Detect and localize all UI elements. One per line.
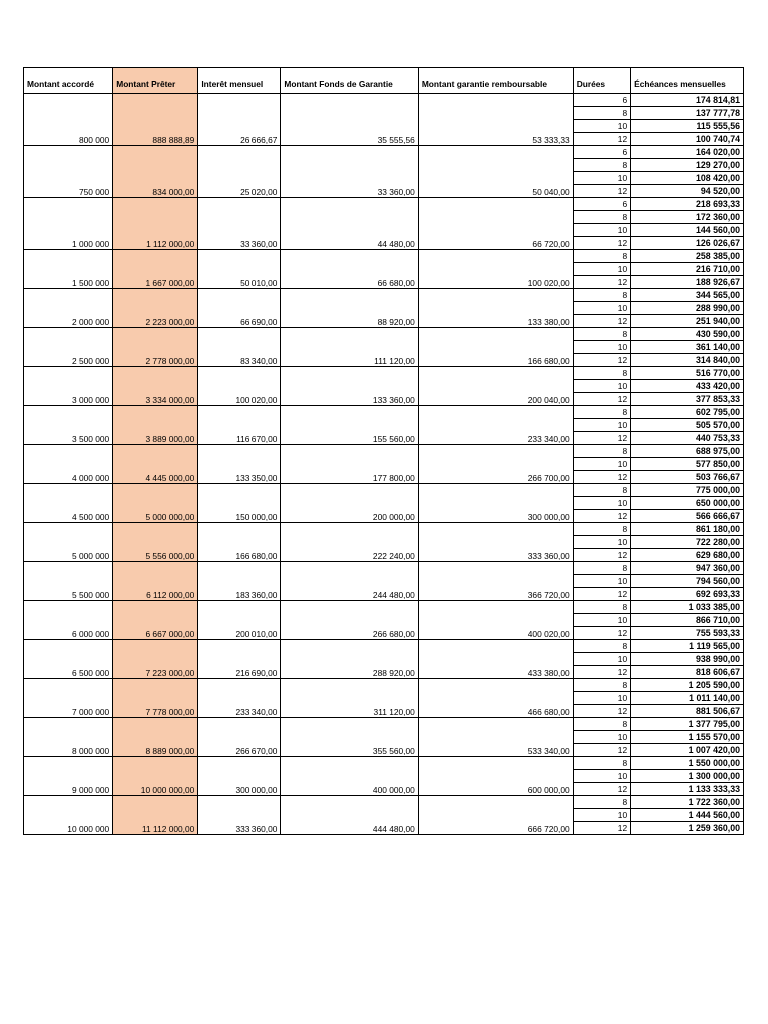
cell-fonds-garantie[interactable]: 66 680,00 [281, 250, 418, 289]
cell-garantie-remboursable[interactable]: 533 340,00 [418, 718, 573, 757]
cell-echeance[interactable]: 1 119 565,00 [631, 640, 744, 653]
cell-interet-mensuel[interactable]: 25 020,00 [198, 146, 281, 198]
table-row [24, 796, 744, 809]
cell-duree[interactable]: 10 [573, 224, 630, 237]
cell-montant-preter[interactable]: 11 112 000,00 [113, 796, 198, 835]
table-row [24, 679, 744, 692]
cell-echeance[interactable]: 1 133 333,33 [631, 783, 744, 796]
cell-montant-preter[interactable]: 888 888,89 [113, 94, 198, 146]
table-row [24, 601, 744, 614]
cell-garantie-remboursable[interactable]: 600 000,00 [418, 757, 573, 796]
cell-echeance[interactable]: 137 777,78 [631, 107, 744, 120]
cell-montant-preter[interactable]: 2 223 000,00 [113, 289, 198, 328]
cell-echeance[interactable]: 314 840,00 [631, 354, 744, 367]
cell-echeance[interactable]: 1 205 590,00 [631, 679, 744, 692]
cell-echeance[interactable]: 1 033 385,00 [631, 601, 744, 614]
table-row [24, 250, 744, 263]
cell-echeance[interactable]: 947 360,00 [631, 562, 744, 575]
cell-echeance[interactable]: 881 506,67 [631, 705, 744, 718]
header-montant-preter[interactable]: Montant Prêter [113, 68, 198, 94]
cell-duree[interactable]: 10 [573, 172, 630, 185]
cell-montant-preter[interactable]: 4 445 000,00 [113, 445, 198, 484]
header-echeances[interactable]: Échéances mensuelles [631, 68, 744, 94]
cell-echeance[interactable]: 688 975,00 [631, 445, 744, 458]
cell-duree[interactable]: 10 [573, 302, 630, 315]
cell-duree[interactable]: 10 [573, 770, 630, 783]
cell-duree[interactable]: 8 [573, 523, 630, 536]
cell-duree[interactable]: 12 [573, 549, 630, 562]
cell-fonds-garantie[interactable]: 200 000,00 [281, 484, 418, 523]
cell-fonds-garantie[interactable]: 355 560,00 [281, 718, 418, 757]
cell-duree[interactable]: 8 [573, 211, 630, 224]
cell-interet-mensuel[interactable]: 333 360,00 [198, 796, 281, 835]
cell-duree[interactable]: 8 [573, 406, 630, 419]
cell-echeance[interactable]: 430 590,00 [631, 328, 744, 341]
cell-echeance[interactable]: 650 000,00 [631, 497, 744, 510]
header-fonds-garantie[interactable]: Montant Fonds de Garantie [281, 68, 418, 94]
cell-montant-accorde[interactable]: 2 500 000 [24, 328, 113, 367]
cell-garantie-remboursable[interactable]: 66 720,00 [418, 198, 573, 250]
cell-montant-preter[interactable]: 7 778 000,00 [113, 679, 198, 718]
cell-echeance[interactable]: 566 666,67 [631, 510, 744, 523]
cell-interet-mensuel[interactable]: 116 670,00 [198, 406, 281, 445]
cell-interet-mensuel[interactable]: 300 000,00 [198, 757, 281, 796]
cell-garantie-remboursable[interactable]: 466 680,00 [418, 679, 573, 718]
cell-montant-accorde[interactable]: 3 500 000 [24, 406, 113, 445]
cell-duree[interactable]: 8 [573, 796, 630, 809]
cell-echeance[interactable]: 216 710,00 [631, 263, 744, 276]
cell-interet-mensuel[interactable]: 26 666,67 [198, 94, 281, 146]
cell-montant-accorde[interactable]: 1 000 000 [24, 198, 113, 250]
cell-duree[interactable]: 6 [573, 198, 630, 211]
cell-garantie-remboursable[interactable]: 400 020,00 [418, 601, 573, 640]
cell-echeance[interactable]: 692 693,33 [631, 588, 744, 601]
table-row [24, 523, 744, 536]
table-row [24, 484, 744, 497]
cell-montant-preter[interactable]: 3 889 000,00 [113, 406, 198, 445]
cell-garantie-remboursable[interactable]: 133 380,00 [418, 289, 573, 328]
cell-duree[interactable]: 8 [573, 445, 630, 458]
table-row [24, 94, 744, 107]
cell-echeance[interactable]: 1 011 140,00 [631, 692, 744, 705]
cell-fonds-garantie[interactable]: 33 360,00 [281, 146, 418, 198]
cell-echeance[interactable]: 174 814,81 [631, 94, 744, 107]
cell-echeance[interactable]: 755 593,33 [631, 627, 744, 640]
cell-montant-accorde[interactable]: 6 000 000 [24, 601, 113, 640]
cell-duree[interactable]: 8 [573, 679, 630, 692]
cell-echeance[interactable]: 115 555,56 [631, 120, 744, 133]
cell-fonds-garantie[interactable]: 244 480,00 [281, 562, 418, 601]
cell-duree[interactable]: 8 [573, 562, 630, 575]
cell-montant-accorde[interactable]: 5 000 000 [24, 523, 113, 562]
cell-echeance[interactable]: 866 710,00 [631, 614, 744, 627]
table-row [24, 718, 744, 731]
cell-echeance[interactable]: 1 722 360,00 [631, 796, 744, 809]
cell-duree[interactable]: 8 [573, 757, 630, 770]
cell-montant-preter[interactable]: 3 334 000,00 [113, 367, 198, 406]
cell-echeance[interactable]: 258 385,00 [631, 250, 744, 263]
cell-echeance[interactable]: 1 377 795,00 [631, 718, 744, 731]
cell-duree[interactable]: 10 [573, 380, 630, 393]
cell-montant-preter[interactable]: 10 000 000,00 [113, 757, 198, 796]
cell-duree[interactable]: 8 [573, 107, 630, 120]
cell-montant-preter[interactable]: 1 667 000,00 [113, 250, 198, 289]
cell-garantie-remboursable[interactable]: 200 040,00 [418, 367, 573, 406]
cell-echeance[interactable]: 172 360,00 [631, 211, 744, 224]
cell-interet-mensuel[interactable]: 100 020,00 [198, 367, 281, 406]
cell-interet-mensuel[interactable]: 66 690,00 [198, 289, 281, 328]
cell-duree[interactable]: 10 [573, 120, 630, 133]
cell-echeance[interactable]: 1 155 570,00 [631, 731, 744, 744]
cell-duree[interactable]: 6 [573, 94, 630, 107]
header-interet-mensuel[interactable]: Interêt mensuel [198, 68, 281, 94]
cell-duree[interactable]: 10 [573, 458, 630, 471]
cell-duree[interactable]: 8 [573, 328, 630, 341]
cell-garantie-remboursable[interactable]: 333 360,00 [418, 523, 573, 562]
cell-duree[interactable]: 8 [573, 718, 630, 731]
cell-echeance[interactable]: 818 606,67 [631, 666, 744, 679]
cell-garantie-remboursable[interactable]: 666 720,00 [418, 796, 573, 835]
cell-duree[interactable]: 12 [573, 627, 630, 640]
cell-garantie-remboursable[interactable]: 50 040,00 [418, 146, 573, 198]
cell-echeance[interactable]: 1 259 360,00 [631, 822, 744, 835]
cell-duree[interactable]: 12 [573, 510, 630, 523]
cell-echeance[interactable]: 344 565,00 [631, 289, 744, 302]
cell-interet-mensuel[interactable]: 266 670,00 [198, 718, 281, 757]
cell-interet-mensuel[interactable]: 83 340,00 [198, 328, 281, 367]
cell-echeance[interactable]: 144 560,00 [631, 224, 744, 237]
table-row [24, 445, 744, 458]
cell-montant-accorde[interactable]: 3 000 000 [24, 367, 113, 406]
cell-garantie-remboursable[interactable]: 266 700,00 [418, 445, 573, 484]
cell-interet-mensuel[interactable]: 133 350,00 [198, 445, 281, 484]
cell-fonds-garantie[interactable]: 155 560,00 [281, 406, 418, 445]
cell-duree[interactable]: 10 [573, 263, 630, 276]
table-row [24, 367, 744, 380]
cell-echeance[interactable]: 377 853,33 [631, 393, 744, 406]
cell-garantie-remboursable[interactable]: 300 000,00 [418, 484, 573, 523]
header-garantie-remboursable[interactable]: Montant garantie remboursable [418, 68, 573, 94]
cell-duree[interactable]: 12 [573, 237, 630, 250]
cell-echeance[interactable]: 503 766,67 [631, 471, 744, 484]
cell-echeance[interactable]: 288 990,00 [631, 302, 744, 315]
cell-duree[interactable]: 8 [573, 601, 630, 614]
cell-montant-accorde[interactable]: 5 500 000 [24, 562, 113, 601]
cell-echeance[interactable]: 1 444 560,00 [631, 809, 744, 822]
cell-montant-accorde[interactable]: 8 000 000 [24, 718, 113, 757]
cell-duree[interactable]: 8 [573, 640, 630, 653]
cell-garantie-remboursable[interactable]: 366 720,00 [418, 562, 573, 601]
cell-fonds-garantie[interactable]: 266 680,00 [281, 601, 418, 640]
cell-duree[interactable]: 10 [573, 536, 630, 549]
header-montant-accorde[interactable]: Montant accordé [24, 68, 113, 94]
cell-duree[interactable]: 8 [573, 159, 630, 172]
cell-fonds-garantie[interactable]: 400 000,00 [281, 757, 418, 796]
cell-montant-accorde[interactable]: 750 000 [24, 146, 113, 198]
cell-garantie-remboursable[interactable]: 100 020,00 [418, 250, 573, 289]
cell-montant-preter[interactable]: 2 778 000,00 [113, 328, 198, 367]
cell-garantie-remboursable[interactable]: 166 680,00 [418, 328, 573, 367]
cell-montant-accorde[interactable]: 9 000 000 [24, 757, 113, 796]
table-row [24, 757, 744, 770]
cell-duree[interactable]: 12 [573, 744, 630, 757]
cell-montant-preter[interactable]: 834 000,00 [113, 146, 198, 198]
cell-duree[interactable]: 12 [573, 705, 630, 718]
cell-montant-accorde[interactable]: 4 000 000 [24, 445, 113, 484]
cell-fonds-garantie[interactable]: 222 240,00 [281, 523, 418, 562]
cell-duree[interactable]: 12 [573, 822, 630, 835]
cell-duree[interactable]: 10 [573, 653, 630, 666]
cell-echeance[interactable]: 164 020,00 [631, 146, 744, 159]
cell-fonds-garantie[interactable]: 288 920,00 [281, 640, 418, 679]
table-row [24, 328, 744, 341]
cell-echeance[interactable]: 1 550 000,00 [631, 757, 744, 770]
cell-echeance[interactable]: 516 770,00 [631, 367, 744, 380]
cell-montant-accorde[interactable]: 6 500 000 [24, 640, 113, 679]
cell-montant-accorde[interactable]: 10 000 000 [24, 796, 113, 835]
cell-garantie-remboursable[interactable]: 433 380,00 [418, 640, 573, 679]
cell-duree[interactable]: 12 [573, 471, 630, 484]
cell-echeance[interactable]: 100 740,74 [631, 133, 744, 146]
cell-echeance[interactable]: 251 940,00 [631, 315, 744, 328]
cell-montant-preter[interactable]: 6 112 000,00 [113, 562, 198, 601]
table-row [24, 289, 744, 302]
cell-duree[interactable]: 12 [573, 666, 630, 679]
cell-duree[interactable]: 10 [573, 341, 630, 354]
cell-duree[interactable]: 8 [573, 289, 630, 302]
cell-interet-mensuel[interactable]: 200 010,00 [198, 601, 281, 640]
cell-interet-mensuel[interactable]: 183 360,00 [198, 562, 281, 601]
cell-echeance[interactable]: 108 420,00 [631, 172, 744, 185]
table-row [24, 198, 744, 211]
cell-fonds-garantie[interactable]: 44 480,00 [281, 198, 418, 250]
cell-montant-accorde[interactable]: 7 000 000 [24, 679, 113, 718]
cell-duree[interactable]: 12 [573, 588, 630, 601]
cell-fonds-garantie[interactable]: 444 480,00 [281, 796, 418, 835]
cell-fonds-garantie[interactable]: 311 120,00 [281, 679, 418, 718]
cell-montant-preter[interactable]: 8 889 000,00 [113, 718, 198, 757]
table-row [24, 640, 744, 653]
cell-fonds-garantie[interactable]: 35 555,56 [281, 94, 418, 146]
cell-duree[interactable]: 12 [573, 432, 630, 445]
cell-echeance[interactable]: 440 753,33 [631, 432, 744, 445]
cell-duree[interactable]: 10 [573, 731, 630, 744]
cell-echeance[interactable]: 188 926,67 [631, 276, 744, 289]
cell-duree[interactable]: 12 [573, 133, 630, 146]
cell-montant-accorde[interactable]: 1 500 000 [24, 250, 113, 289]
cell-echeance[interactable]: 126 026,67 [631, 237, 744, 250]
table-body [24, 94, 744, 835]
cell-echeance[interactable]: 722 280,00 [631, 536, 744, 549]
cell-echeance[interactable]: 218 693,33 [631, 198, 744, 211]
cell-montant-preter[interactable]: 5 000 000,00 [113, 484, 198, 523]
cell-echeance[interactable]: 361 140,00 [631, 341, 744, 354]
cell-montant-accorde[interactable]: 800 000 [24, 94, 113, 146]
cell-interet-mensuel[interactable]: 166 680,00 [198, 523, 281, 562]
cell-duree[interactable]: 12 [573, 185, 630, 198]
cell-montant-preter[interactable]: 5 556 000,00 [113, 523, 198, 562]
header-row [24, 68, 744, 94]
cell-fonds-garantie[interactable]: 133 360,00 [281, 367, 418, 406]
cell-duree[interactable]: 6 [573, 146, 630, 159]
cell-echeance[interactable]: 433 420,00 [631, 380, 744, 393]
cell-duree[interactable]: 8 [573, 250, 630, 263]
cell-duree[interactable]: 10 [573, 692, 630, 705]
header-durees[interactable]: Durées [573, 68, 630, 94]
table-row [24, 146, 744, 159]
cell-interet-mensuel[interactable]: 50 010,00 [198, 250, 281, 289]
cell-duree[interactable]: 10 [573, 809, 630, 822]
cell-duree[interactable]: 12 [573, 315, 630, 328]
cell-montant-preter[interactable]: 6 667 000,00 [113, 601, 198, 640]
cell-interet-mensuel[interactable]: 150 000,00 [198, 484, 281, 523]
cell-echeance[interactable]: 129 270,00 [631, 159, 744, 172]
cell-montant-accorde[interactable]: 2 000 000 [24, 289, 113, 328]
cell-duree[interactable]: 12 [573, 276, 630, 289]
cell-garantie-remboursable[interactable]: 53 333,33 [418, 94, 573, 146]
cell-interet-mensuel[interactable]: 33 360,00 [198, 198, 281, 250]
cell-echeance[interactable]: 861 180,00 [631, 523, 744, 536]
cell-duree[interactable]: 10 [573, 575, 630, 588]
cell-duree[interactable]: 12 [573, 393, 630, 406]
table-row [24, 562, 744, 575]
cell-montant-accorde[interactable]: 4 500 000 [24, 484, 113, 523]
cell-duree[interactable]: 8 [573, 484, 630, 497]
cell-echeance[interactable]: 775 000,00 [631, 484, 744, 497]
cell-echeance[interactable]: 938 990,00 [631, 653, 744, 666]
cell-interet-mensuel[interactable]: 233 340,00 [198, 679, 281, 718]
cell-duree[interactable]: 10 [573, 614, 630, 627]
table-row [24, 406, 744, 419]
cell-fonds-garantie[interactable]: 111 120,00 [281, 328, 418, 367]
cell-echeance[interactable]: 629 680,00 [631, 549, 744, 562]
cell-echeance[interactable]: 602 795,00 [631, 406, 744, 419]
cell-echeance[interactable]: 505 570,00 [631, 419, 744, 432]
cell-fonds-garantie[interactable]: 177 800,00 [281, 445, 418, 484]
cell-montant-preter[interactable]: 1 112 000,00 [113, 198, 198, 250]
cell-duree[interactable]: 12 [573, 354, 630, 367]
cell-montant-preter[interactable]: 7 223 000,00 [113, 640, 198, 679]
cell-echeance[interactable]: 577 850,00 [631, 458, 744, 471]
cell-echeance[interactable]: 1 007 420,00 [631, 744, 744, 757]
cell-duree[interactable]: 8 [573, 367, 630, 380]
cell-duree[interactable]: 10 [573, 419, 630, 432]
loan-schedule-table [23, 67, 744, 835]
cell-duree[interactable]: 10 [573, 497, 630, 510]
cell-interet-mensuel[interactable]: 216 690,00 [198, 640, 281, 679]
cell-fonds-garantie[interactable]: 88 920,00 [281, 289, 418, 328]
cell-garantie-remboursable[interactable]: 233 340,00 [418, 406, 573, 445]
cell-duree[interactable]: 12 [573, 783, 630, 796]
cell-echeance[interactable]: 1 300 000,00 [631, 770, 744, 783]
cell-echeance[interactable]: 794 560,00 [631, 575, 744, 588]
cell-echeance[interactable]: 94 520,00 [631, 185, 744, 198]
